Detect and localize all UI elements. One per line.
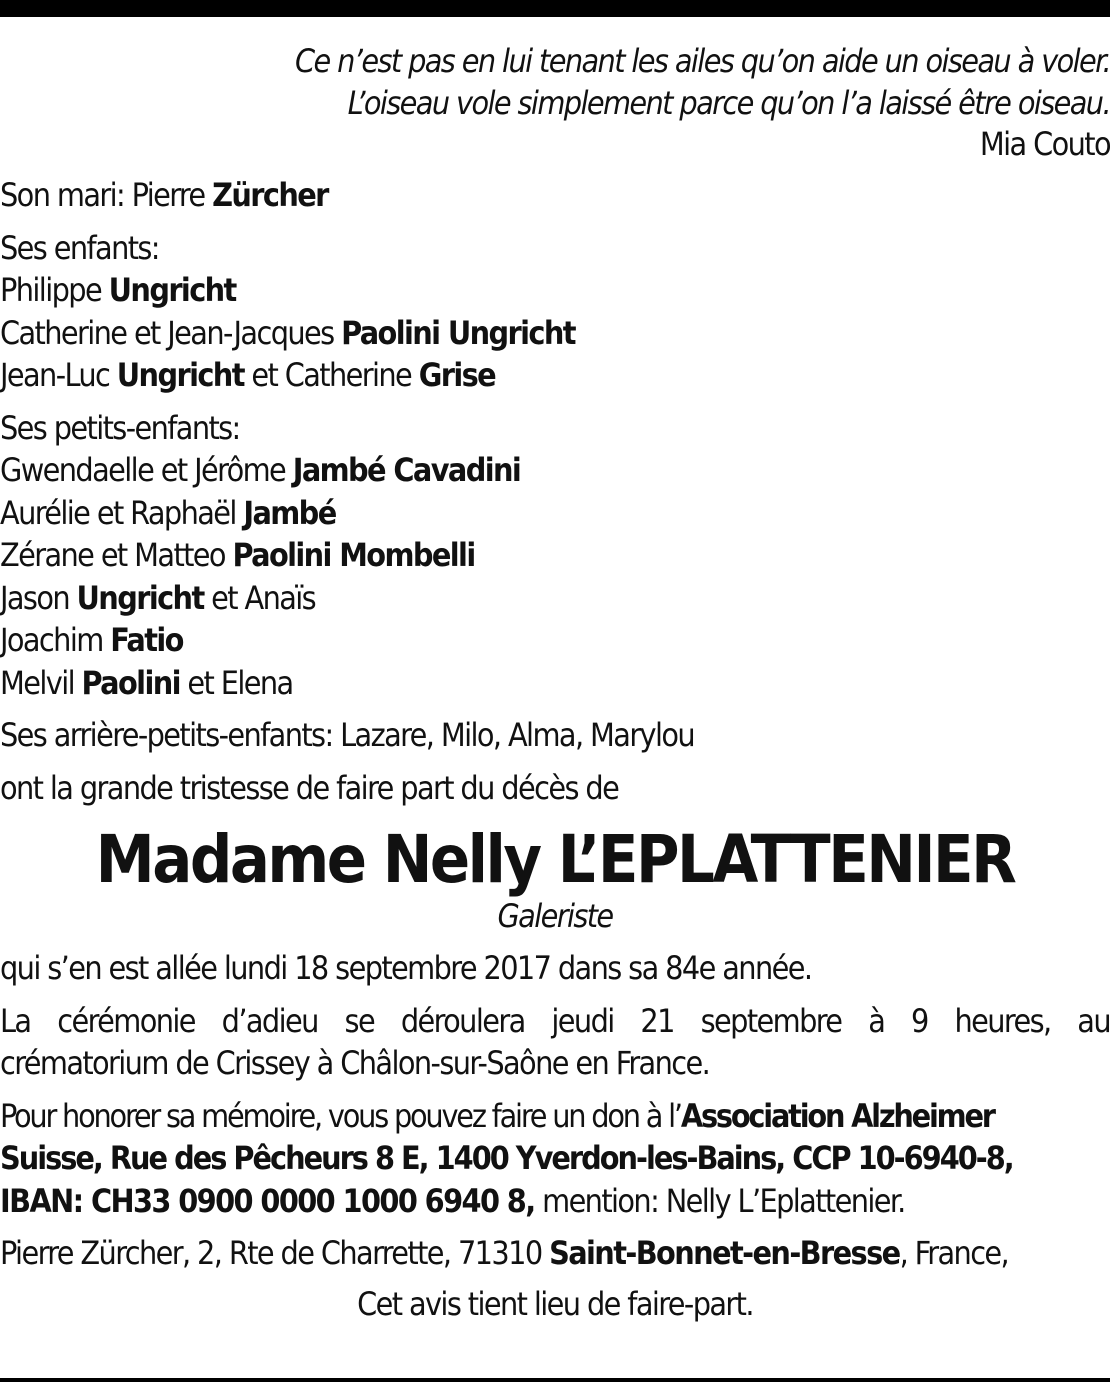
address-country: , France, xyxy=(899,1234,1009,1272)
spouse-line xyxy=(0,174,1110,217)
obituary-notice xyxy=(0,40,1110,1325)
grandchild-partner: et Anaïs xyxy=(203,578,316,617)
child-partner-surname: Grise xyxy=(418,356,496,394)
spouse-label: Son mari: Pierre xyxy=(0,176,213,214)
ceremony-paragraph xyxy=(0,1000,1110,1085)
deceased-role: Galeriste xyxy=(497,897,613,935)
address-street: Pierre Zürcher, 2, Rte de Charrette, 71310 xyxy=(0,1234,550,1272)
grandchild-line xyxy=(0,449,1110,492)
donation-iban: IBAN: CH33 0900 0000 1000 6940 8, xyxy=(0,1181,535,1220)
top-rule xyxy=(0,0,1110,17)
ceremony-line-1: La cérémonie d’adieu se déroulera jeudi 21 septembre à 9 heures, au xyxy=(0,1001,1110,1040)
children-heading: Ses enfants: xyxy=(0,228,159,267)
grandchild-surname: Jambé Cavadini xyxy=(292,451,521,489)
child-partner-prefix: et Catherine xyxy=(243,356,419,394)
donation-paragraph xyxy=(0,1095,1110,1223)
announcement-line: ont la grande tristesse de faire part du décès de xyxy=(0,768,619,807)
grandchild-surname: Jambé xyxy=(243,493,336,532)
deceased-name: Madame Nelly L’EPLATTENIER xyxy=(95,821,1015,898)
grandchild-partner: et Elena xyxy=(179,663,293,702)
donation-mention: mention: Nelly L’Eplattenier. xyxy=(534,1181,905,1220)
closing-line: Cet avis tient lieu de faire-part. xyxy=(357,1284,753,1323)
grandchild-line xyxy=(0,492,1110,535)
grandchild-surname: Paolini xyxy=(81,663,180,702)
great-grandchildren-line: Ses arrière-petits-enfants: Lazare, Milo, Alma, Marylou xyxy=(0,716,695,754)
epigraph-line-2: L’oiseau vole simplement parce qu’on l’a laissé être oiseau. xyxy=(347,84,1110,122)
child-surname: Ungricht xyxy=(116,356,244,394)
donation-org-address: Suisse, Rue des Pêcheurs 8 E, 1400 Yverdon-les-Bains, CCP 10-6940-8, xyxy=(0,1139,1013,1177)
child-first: Jean-Luc xyxy=(0,356,117,394)
child-line xyxy=(0,312,1110,355)
donation-intro: Pour honorer sa mémoire, vous pouvez faire un don à l’ xyxy=(0,1096,681,1135)
grandchild-line xyxy=(0,619,1110,662)
donation-line-1 xyxy=(0,1095,1110,1138)
child-first: Philippe xyxy=(0,271,109,309)
child-surname: Ungricht xyxy=(108,271,236,309)
ceremony-line-2: crématorium de Crissey à Châlon-sur-Saône en France. xyxy=(0,1044,710,1082)
address-town: Saint-Bonnet-en-Bresse xyxy=(549,1234,900,1272)
grandchild-first: Melvil xyxy=(0,663,82,702)
grandchildren-heading: Ses petits-enfants: xyxy=(0,408,240,447)
spouse-surname: Zürcher xyxy=(212,176,328,214)
grandchild-first: Aurélie et Raphaël xyxy=(0,493,244,532)
grandchild-surname: Ungricht xyxy=(76,578,204,617)
bottom-rule xyxy=(0,1378,1110,1382)
child-line xyxy=(0,269,1110,312)
grandchild-surname: Paolini Mombelli xyxy=(232,536,475,574)
epigraph-author: Mia Couto xyxy=(979,125,1110,163)
grandchild-line xyxy=(0,662,1110,705)
child-surname: Paolini Ungricht xyxy=(341,313,575,352)
grandchild-line xyxy=(0,577,1110,620)
grandchild-first: Gwendaelle et Jérôme xyxy=(0,451,293,489)
grandchild-line xyxy=(0,534,1110,577)
grandchild-first: Jason xyxy=(0,578,77,617)
address-line xyxy=(0,1232,1110,1275)
grandchild-surname: Fatio xyxy=(110,621,183,659)
grandchild-first: Zérane et Matteo xyxy=(0,536,233,574)
epigraph-line-1: Ce n’est pas en lui tenant les ailes qu’on aide un oiseau à voler. xyxy=(294,42,1110,80)
child-first: Catherine et Jean-Jacques xyxy=(0,313,342,352)
donation-line-2 xyxy=(0,1137,1110,1180)
donation-line-3 xyxy=(0,1180,1110,1223)
grandchild-first: Joachim xyxy=(0,621,111,659)
child-line xyxy=(0,354,1110,397)
donation-org-name: Association Alzheimer xyxy=(680,1096,994,1135)
passing-line: qui s’en est allée lundi 18 septembre 2017 dans sa 84e année. xyxy=(0,949,812,987)
